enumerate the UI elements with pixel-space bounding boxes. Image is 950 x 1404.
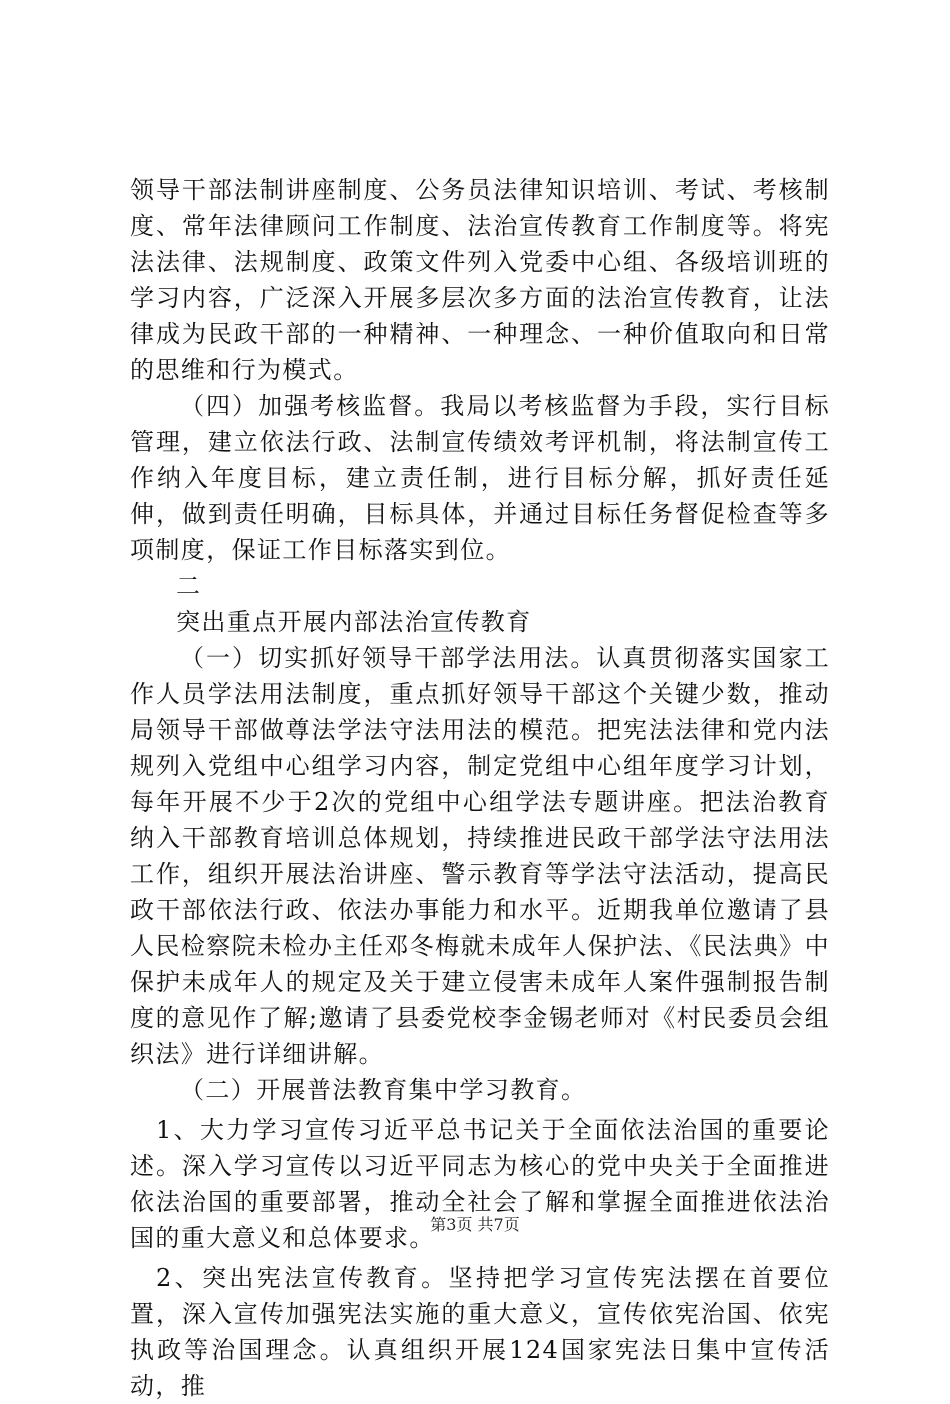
paragraph-continued: 领导干部法制讲座制度、公务员法律知识培训、考试、考核制度、常年法律顾问工作制度、法治宣传教育工作制度等。将宪法法律、法规制度、政策文件列入党委中心组、各级培训班的学习内容，广泛深入开展多层次多方面的法治宣传教育，让法律成为民政干部的一种精神、一种理念、一种价值取向和日常的思维和行为模式。 xyxy=(130,176,830,384)
paragraph-item-two: 2、突出宪法宣传教育。坚持把学习宣传宪法摆在首要位置，深入宣传加强宪法实施的重大意义，宣传依宪治国、依宪执政等治国理念。认真组织开展124国家宪法日集中宣传活动，推 xyxy=(130,1264,830,1400)
section-heading: 突出重点开展内部法治宣传教育 xyxy=(176,608,532,636)
paragraph-item-one: 1、大力学习宣传习近平总书记关于全面依法治国的重要论述。深入学习宣传以习近平同志为核心的党中央关于全面推进依法治国的重要部署，推动全社会了解和掌握全面推进依法治国的重大意义和总体要求。 xyxy=(130,1116,830,1252)
page-footer: 第3页 共7页 xyxy=(430,1215,520,1234)
paragraph-subsection-one: （一）切实抓好领导干部学法用法。认真贯彻落实国家工作人员学法用法制度，重点抓好领导干部这个关键少数，推动局领导干部做尊法学法守法用法的模范。把宪法法律和党内法规列入党组中心组学习内容，制定党组中心组年度学习计划，每年开展不少于2次的党组中心组学法专题讲座。把法治教育纳入干部教育培训总体规划，持续推进民政干部学法守法用法工作，组织开展法治讲座、警示教育等学法守法活动，提高民政干部依法行政、依法办事能力和水平。近期我单位邀请了县人民检察院未检办主任邓冬梅就未成年人保护法、《民法典》中保护未成年人的规定及关于建立侵害未成年人案件强制报告制度的意见作了解;邀请了县委党校李金锡老师对《村民委员会组织法》进行详细讲解。 xyxy=(130,644,830,1068)
paragraph-section-four: （四）加强考核监督。我局以考核监督为手段，实行目标管理，建立依法行政、法制宣传绩效考评机制，将法制宣传工作纳入年度目标，建立责任制，进行目标分解，抓好责任延伸，做到责任明确，目标具体，并通过目标任务督促检查等多项制度，保证工作目标落实到位。 xyxy=(130,392,830,564)
section-number: 二 xyxy=(176,572,202,600)
paragraph-subsection-two: （二）开展普法教育集中学习教育。 xyxy=(180,1076,587,1104)
